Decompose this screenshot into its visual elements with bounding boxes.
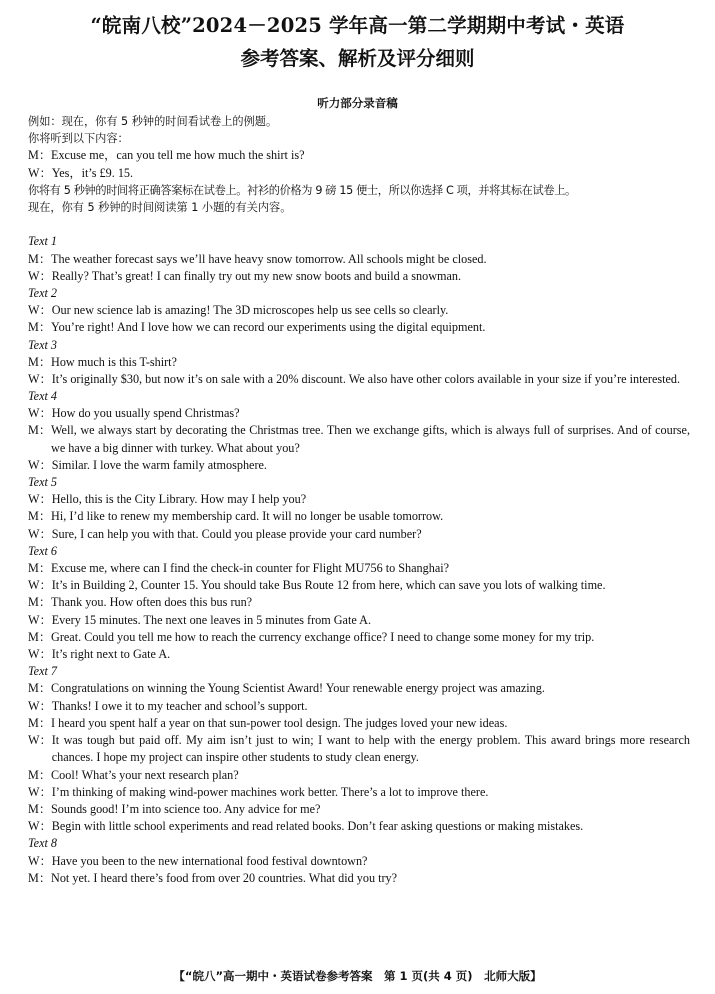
utterance-text: Congratulations on winning the Young Scientist Award! Your renewable energy project was amazing. [51, 681, 545, 696]
intro-line: 你将有 5 秒钟的时间将正确答案标在试卷上。衬衫的价格为 9 磅 15 便士，所以你选择 C 项，并将其标在试卷上。 [28, 183, 576, 197]
dialogue-line [28, 784, 690, 801]
dialogue-line [28, 508, 690, 525]
utterance-text: Have you been to the new international food festival downtown? [51, 853, 368, 868]
utterance-text: Every 15 minutes. The next one leaves in 5 minutes from Gate A. [51, 612, 371, 627]
speaker-label: W： [28, 647, 52, 662]
dialogue-line [28, 680, 690, 697]
dialogue-line [28, 422, 690, 456]
speaker-label: W： [28, 457, 52, 472]
speaker-label: W： [28, 733, 52, 748]
speaker-label: M： [28, 681, 52, 696]
dialogue-line [28, 319, 690, 336]
dialogue-line [28, 646, 690, 663]
utterance-text: Hi, I’d like to renew my membership card. It will no longer be usable tomorrow. [51, 509, 444, 524]
dialogue-line [28, 560, 690, 577]
utterance-text: It was tough but paid off. My aim isn’t just to win; I want to help with the energy problem. This award brings more research chances. I hope my project can inspire other students to study clean energy. [51, 733, 690, 765]
text-label: Text 8 [28, 836, 58, 851]
dialogue-line [28, 818, 690, 835]
utterance-text: Not yet. I heard there’s food from over 20 countries. What did you try? [51, 870, 398, 885]
utterance-text: It’s in Building 2, Counter 15. You should take Bus Route 12 from here, which can save you lots of walking time. [51, 578, 606, 593]
speaker-label: M： [28, 715, 52, 730]
utterance-text: Sounds good! I’m into science too. Any advice for me? [51, 801, 321, 816]
text-label: Text 2 [28, 285, 58, 300]
dialogue-line [28, 354, 690, 371]
speaker-label: W： [28, 268, 52, 283]
speaker-label: W： [28, 819, 52, 834]
speaker-label: W： [28, 526, 52, 541]
dialogue-line [28, 251, 690, 268]
dialogue-line [28, 853, 690, 870]
utterance-text: Thank you. How often does this bus run? [51, 595, 253, 610]
utterance-text: You’re right! And I love how we can record our experiments using the digital equipment. [51, 320, 486, 335]
intro-line: 你将听到以下内容： [28, 132, 129, 146]
speaker-label: M： [28, 561, 52, 576]
utterance-text: Really? That’s great! I can finally try out my new snow boots and build a snowman. [51, 268, 462, 283]
speaker-label: W： [28, 698, 52, 713]
intro-line: 现在，你有 5 秒钟的时间阅读第 1 小题的有关内容。 [28, 200, 292, 214]
dialogue-line [28, 405, 690, 422]
intro-line: 例如：现在，你有 5 秒钟的时间看试卷上的例题。 [28, 115, 278, 128]
dialogue-line [28, 801, 690, 818]
dialogue-line [28, 767, 690, 784]
speaker-label: W： [28, 853, 52, 868]
speaker-label: M： [28, 423, 52, 438]
utterance-text: It’s originally $30, but now it’s on sale with a 20% discount. We also have other colors available in your size if you’re interested. [51, 371, 681, 386]
transcript-body [28, 113, 690, 887]
speaker-label: M： [28, 320, 52, 335]
dialogue-line [28, 612, 690, 629]
text-label: Text 3 [28, 337, 58, 352]
page-footer: 【“皖八”高一期中・英语试卷参考答案 第 1 页(共 4 页) 北师大版】 [173, 969, 542, 983]
intro-line: M：Excuse me，can you tell me how much the shirt is? [28, 148, 305, 163]
dialogue-line [28, 526, 690, 543]
spacer [28, 216, 690, 233]
utterance-text: Sure, I can help you with that. Could you please provide your card number? [51, 526, 422, 541]
speaker-label: W： [28, 492, 52, 507]
speaker-label: M： [28, 801, 52, 816]
dialogue-line [28, 491, 690, 508]
dialogue-line [28, 732, 690, 766]
speaker-label: M： [28, 595, 52, 610]
utterance-text: Well, we always start by decorating the Christmas tree. Then we exchange gifts, which is always full of surprises. And of course, we have a big dinner with turkey. What about you? [51, 423, 690, 455]
intro-line: W：Yes，it’s £9. 15. [28, 165, 134, 180]
dialogue-line [28, 698, 690, 715]
dialogue-line [28, 577, 690, 594]
speaker-label: M： [28, 251, 52, 266]
utterance-text: I heard you spent half a year on that sun-power tool design. The judges loved your new ideas. [51, 715, 508, 730]
speaker-label: W： [28, 371, 52, 386]
text-label: Text 6 [28, 543, 58, 558]
dialogue-line [28, 870, 690, 887]
utterance-text: Cool! What’s your next research plan? [51, 767, 239, 782]
text-label: Text 4 [28, 389, 58, 404]
speaker-label: M： [28, 870, 52, 885]
utterance-text: Great. Could you tell me how to reach the currency exchange office? I need to change some money for my trip. [51, 629, 595, 644]
dialogue-line [28, 715, 690, 732]
speaker-label: M： [28, 767, 52, 782]
text-label: Text 5 [28, 475, 58, 490]
utterance-text: Begin with little school experiments and read related books. Don’t fear asking questions or making mistakes. [51, 819, 584, 834]
speaker-label: W： [28, 578, 52, 593]
speaker-label: W： [28, 784, 52, 799]
section-title: 听力部分录音稿 [317, 96, 398, 110]
speaker-label: M： [28, 509, 52, 524]
dialogue-line [28, 457, 690, 474]
dialogue-line [28, 629, 690, 646]
text-label: Text 1 [28, 234, 58, 249]
speaker-label: M： [28, 629, 52, 644]
utterance-text: How much is this T-shirt? [51, 354, 177, 369]
utterance-text: Thanks! I owe it to my teacher and school’s support. [51, 698, 308, 713]
speaker-label: W： [28, 303, 52, 318]
utterance-text: Similar. I love the warm family atmosphere. [51, 457, 267, 472]
page-title: “皖南八校”2024－2025 学年高一第二学期期中考试・英语 [90, 14, 625, 37]
utterance-text: Our new science lab is amazing! The 3D microscopes help us see cells so clearly. [51, 303, 449, 318]
dialogue-line [28, 268, 690, 285]
utterance-text: How do you usually spend Christmas? [51, 406, 240, 421]
speaker-label: M： [28, 354, 52, 369]
utterance-text: Hello, this is the City Library. How may I help you? [51, 492, 307, 507]
dialogue-list [28, 233, 690, 887]
utterance-text: The weather forecast says we’ll have heavy snow tomorrow. All schools might be closed. [51, 251, 487, 266]
utterance-text: Excuse me, where can I find the check-in counter for Flight MU756 to Shanghai? [51, 561, 450, 576]
utterance-text: I’m thinking of making wind-power machines work better. There’s a lot to improve there. [51, 784, 489, 799]
page-subtitle: 参考答案、解析及评分细则 [240, 47, 475, 70]
speaker-label: W： [28, 406, 52, 421]
dialogue-line [28, 302, 690, 319]
dialogue-line [28, 594, 690, 611]
dialogue-line [28, 371, 690, 388]
utterance-text: It’s right next to Gate A. [51, 647, 171, 662]
speaker-label: W： [28, 612, 52, 627]
text-label: Text 7 [28, 664, 58, 679]
